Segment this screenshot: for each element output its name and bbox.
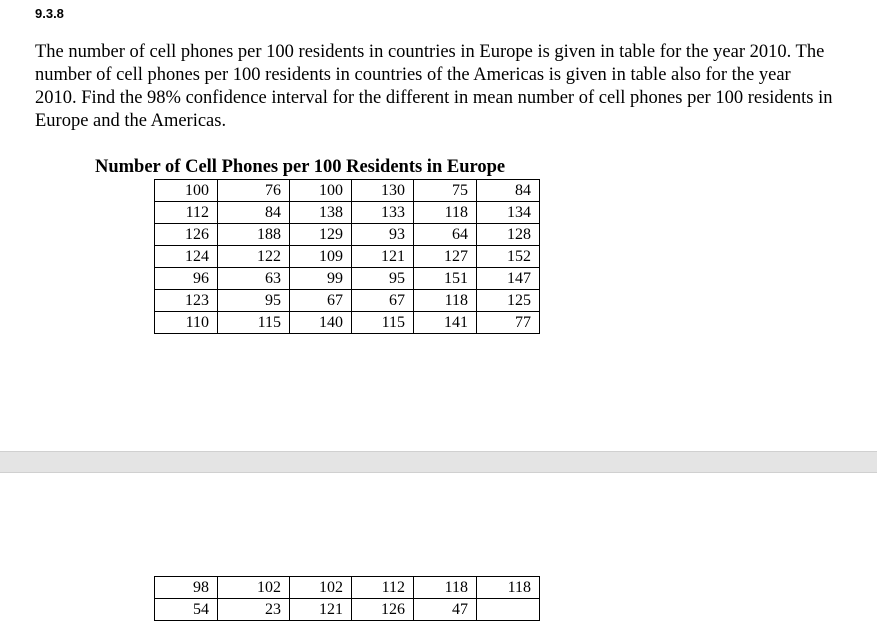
table-cell: 84 [477,180,540,202]
table-cell: 141 [414,312,477,334]
table-cell: 54 [155,599,218,621]
table-cell: 102 [218,577,290,599]
table-cell: 115 [352,312,414,334]
table-cell: 109 [290,246,352,268]
table-cell: 151 [414,268,477,290]
table-cell: 125 [477,290,540,312]
table-cell: 112 [352,577,414,599]
table-cell: 67 [352,290,414,312]
table-cell: 140 [290,312,352,334]
table-cell: 95 [352,268,414,290]
table-cell: 152 [477,246,540,268]
table-row [155,180,540,202]
americas-table [154,576,540,621]
table-cell: 121 [352,246,414,268]
table-cell: 96 [155,268,218,290]
table-cell: 188 [218,224,290,246]
table-cell: 127 [414,246,477,268]
europe-table-caption: Number of Cell Phones per 100 Residents in Europe [95,157,506,177]
problem-id: 9.3.8 [35,6,64,21]
table-cell: 63 [218,268,290,290]
problem-text: The number of cell phones per 100 residents in countries in Europe is given in table for the year 2010. The number of cell phones per 100 residents in countries of the Americas is given in table also for the year 2010. Find the 98% confidence interval for the different in mean number of cell phones per 100 residents in Europe and the Americas. [35,42,833,131]
table-cell: 130 [352,180,414,202]
section-divider [0,451,877,473]
table-cell: 23 [218,599,290,621]
table-cell: 133 [352,202,414,224]
table-row [155,312,540,334]
table-cell: 77 [477,312,540,334]
table-cell: 67 [290,290,352,312]
table-cell: 75 [414,180,477,202]
table-cell: 93 [352,224,414,246]
table-row [155,246,540,268]
table-cell: 110 [155,312,218,334]
table-cell: 126 [352,599,414,621]
table-cell: 126 [155,224,218,246]
table-cell: 100 [155,180,218,202]
table-cell: 123 [155,290,218,312]
table-row [155,268,540,290]
table-cell: 98 [155,577,218,599]
table-cell: 147 [477,268,540,290]
table-cell: 122 [218,246,290,268]
table-cell: 112 [155,202,218,224]
table-cell: 121 [290,599,352,621]
table-cell: 99 [290,268,352,290]
table-cell: 118 [414,577,477,599]
table-cell: 84 [218,202,290,224]
table-row [155,577,540,599]
table-cell: 95 [218,290,290,312]
table-cell: 118 [477,577,540,599]
table-cell: 134 [477,202,540,224]
table-cell: 100 [290,180,352,202]
table-cell: 64 [414,224,477,246]
table-cell: 129 [290,224,352,246]
table-cell [477,599,540,621]
table-row [155,224,540,246]
table-cell: 128 [477,224,540,246]
table-cell: 76 [218,180,290,202]
table-row [155,290,540,312]
table-row [155,202,540,224]
table-cell: 118 [414,290,477,312]
europe-table [154,179,540,334]
table-cell: 118 [414,202,477,224]
table-cell: 138 [290,202,352,224]
table-cell: 124 [155,246,218,268]
table-cell: 102 [290,577,352,599]
table-cell: 115 [218,312,290,334]
table-row [155,599,540,621]
table-cell: 47 [414,599,477,621]
